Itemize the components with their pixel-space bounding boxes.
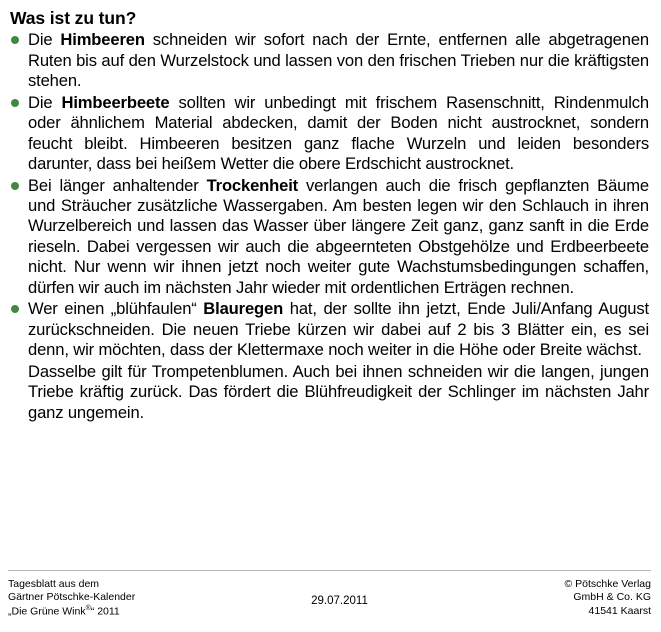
list-item-text: [28, 299, 649, 359]
bullet-dot-icon: [11, 99, 19, 107]
footer-source-line1: Tagesblatt aus dem: [8, 578, 100, 590]
list-item-text: [28, 30, 649, 90]
body-text: Bei länger anhaltender: [28, 175, 207, 195]
emphasis-text: Himbeerbeete: [61, 92, 170, 112]
footer-source-line3-pre: „Die Grüne Wink: [8, 605, 86, 618]
footer: [8, 578, 651, 619]
body-text: Die: [28, 92, 62, 112]
footer-source-line3: [8, 605, 208, 619]
tasks-list: [8, 30, 649, 361]
footer-publisher-line2: GmbH & Co. KG: [573, 591, 651, 604]
body-text: verlangen auch die frisch gepflanzten Bäume und Sträucher zusätzliche Wassergaben. Am besten legen wir den Schlauch in ihren Wurzelbereich und lassen das Wasser über längere Zeit ganz, ganz sanft in die Erde rieseln. Dabei vergessen wir auch die abgeernteten Obstgehölze und Erdbeerbeete nicht. Nur wenn wir ihnen jetzt noch weiter gute Wachstumsbedingungen schaffen, dürfen wir auch im nächsten Jahr wieder mit ordentlichen Erträgen rechnen.: [28, 175, 649, 297]
closing-paragraph: Dasselbe gilt für Trompetenblumen. Auch bei ihnen schneiden wir die langen, jungen Triebe kräftig zurück. Das fördert die Blühfreudigkeit der Schlinger im nächsten Jahr ganz ungemein.: [28, 361, 649, 422]
footer-source-line3-post: “ 2011: [90, 605, 120, 618]
body-text: Die: [28, 30, 61, 50]
list-item-text: [28, 93, 649, 173]
body-text: schneiden wir sofort nach der Ernte, entfernen alle abgetragenen Ruten bis auf den Wurzelstock und lassen von den frischen Trieben nur die kräftigsten stehen.: [28, 30, 649, 91]
bullet-dot-icon: [11, 305, 19, 313]
footer-source-line2: Gärtner Pötschke-Kalender: [8, 591, 136, 604]
list-item: [10, 176, 649, 299]
footer-publisher-line1: © Pötschke Verlag: [564, 578, 651, 590]
footer-source: [8, 578, 208, 619]
emphasis-text: Trockenheit: [206, 175, 299, 195]
list-item: [10, 299, 649, 360]
bullet-dot-icon: [11, 36, 19, 44]
list-item: [10, 30, 649, 91]
emphasis-text: Himbeeren: [60, 30, 145, 50]
footer-publisher-line3: 41541 Kaarst: [588, 604, 651, 617]
list-item-text: [28, 176, 649, 297]
body-text: hat, der sollte ihn jetzt, Ende Juli/Anfang August zurückschneiden. Die neuen Triebe kürzen wir dabei auf 2 bis 3 Blätter ein, es sei denn, wir möchten, dass der Klettermaxe noch weiter in die Höhe oder Breite wächst.: [28, 299, 649, 360]
page-title: Was ist zu tun?: [10, 8, 137, 28]
footer-publisher: [471, 578, 651, 618]
list-item: [10, 93, 649, 175]
footer-date: 29.07.2011: [311, 595, 368, 607]
body-text: Wer einen „blühfaulen“: [28, 299, 204, 319]
emphasis-text: Blauregen: [203, 299, 284, 319]
footer-divider: [8, 570, 651, 571]
registered-mark-icon: ®: [85, 604, 91, 612]
bullet-dot-icon: [11, 182, 19, 190]
body-text: sollten wir unbedingt mit frischem Rasenschnitt, Rindenmulch oder ähnlichem Material abdecken, damit der Boden nicht austrocknet, sondern feucht bleibt. Himbeeren besitzen ganz flache Wurzeln und leiden besonders darunter, dass bei heißem Wetter die obere Erdschicht austrocknet.: [28, 92, 649, 174]
